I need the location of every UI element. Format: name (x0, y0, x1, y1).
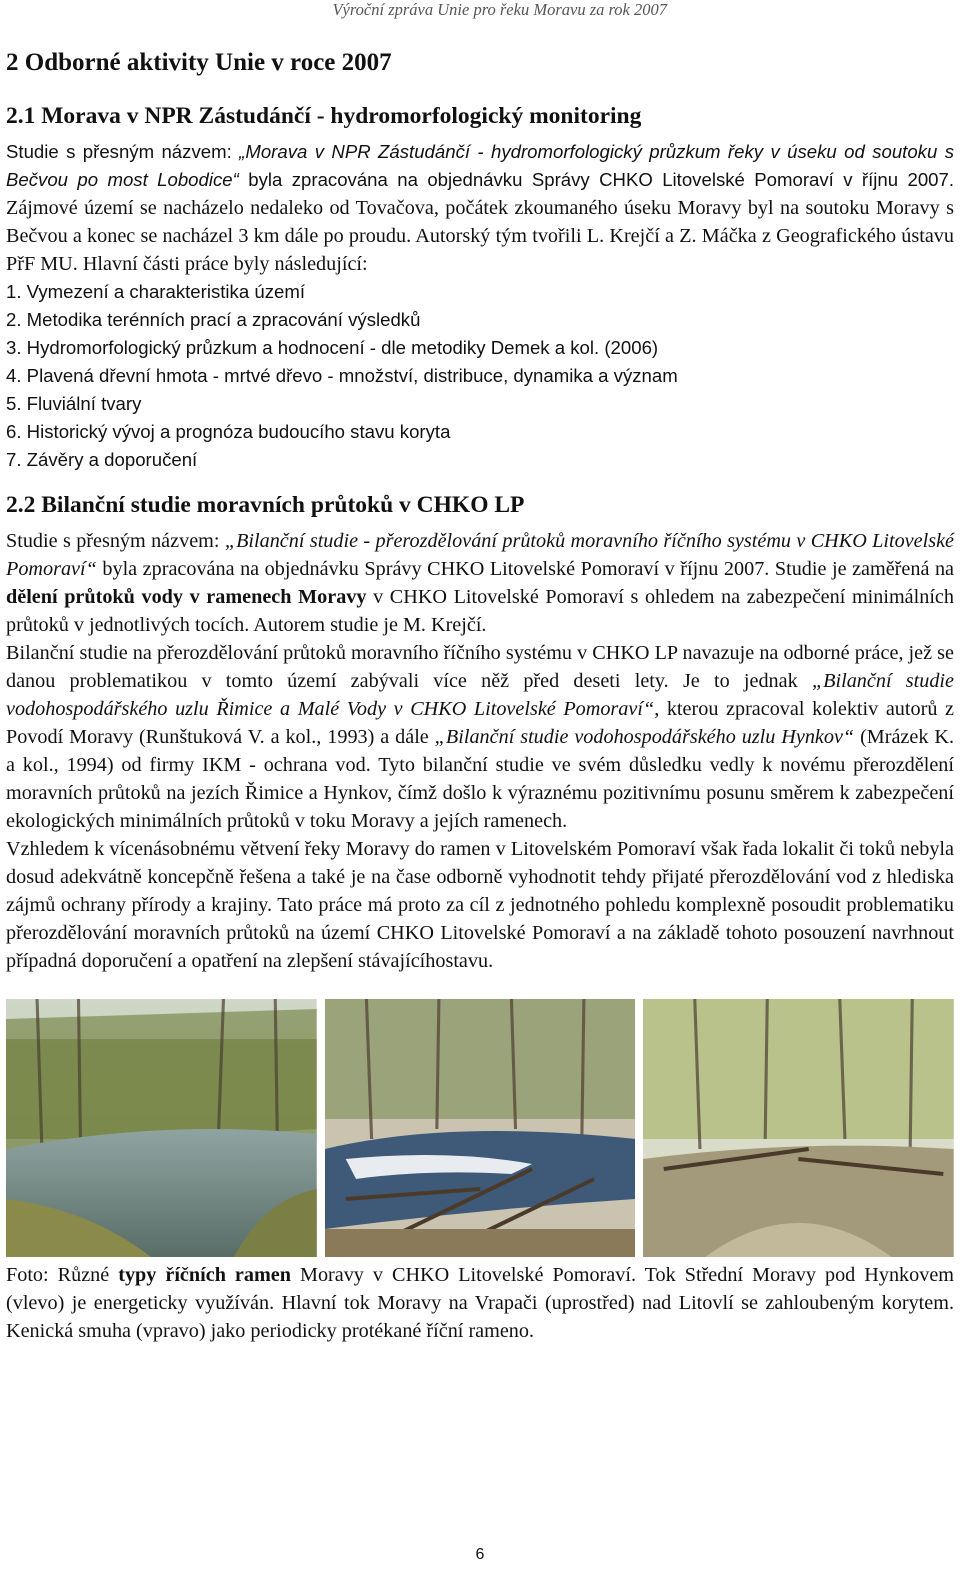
photo-river-left (6, 999, 317, 1257)
section-2-1-paragraph (6, 138, 954, 278)
section-2-2-paragraph-2 (6, 639, 954, 835)
list-item: 3. Hydromorfologický průzkum a hodnocení - dle metodiky Demek a kol. (2006) (6, 337, 659, 358)
photo-river-right (643, 999, 954, 1257)
s1-text-a: Studie s přesným názvem: (6, 141, 240, 162)
s2-p2-e: (Mrázek K. a kol., 1994) od firmy IKM - ochrana vod. Tyto bilanční studie ve svém důsledku vedly k novému přerozdělení moravních průtoků na jezích Řimice a Hynkov, čímž došlo k výraznému pozitivnímu posunu směrem k zabezpečení ekologických minimálních průtoků v toku Moravy a jejích ramenech. (6, 726, 954, 832)
s1-text-d: Zájmové území se nacházelo nedaleko od Tovačova, počátek zkoumaného úseku Moravy byl na soutoku Moravy s Bečvou a konec se nacházel 3 km dále po proudu. Autorský tým tvořili L. Krejčí a Z. Máčka z Geografického ústavu PřF MU. Hlavní části práce byly následující: (6, 197, 954, 275)
s1-study-title: „Morava v NPR Zástudánčí - hydromorfologický průzkum řeky v úseku od soutoku s Bečvou po most Lobodice“ (6, 141, 954, 190)
section-2-1-title: 2.1 Morava v NPR Zástudánčí - hydromorfologický monitoring (6, 103, 642, 129)
s2-p2-study-1: „Bilanční studie vodohospodářského uzlu Řimice a Malé Vody v CHKO Litovelské Pomoraví“ (6, 670, 955, 720)
s2-study-title: „Bilanční studie - přerozdělování průtoků moravního říčního systému v CHKO Litovelské Pomoraví“ (6, 530, 954, 580)
list-item: 4. Plavená dřevní hmota - mrtvé dřevo - množství, distribuce, dynamika a význam (6, 365, 678, 386)
caption-bold: typy říčních ramen (118, 1264, 291, 1286)
photo-caption (6, 1261, 954, 1345)
list-item: 5. Fluviální tvary (6, 393, 142, 414)
s2-p1-c: byla zpracována na objednávku Správy CHKO Litovelské Pomoraví v říjnu 2007. Studie je zaměřená na (96, 558, 954, 580)
list-item: 1. Vymezení a charakteristika území (6, 281, 305, 302)
page-number: 6 (475, 1546, 485, 1563)
chapter-title: 2 Odborné aktivity Unie v roce 2007 (6, 49, 392, 76)
s2-p2-c: , kterou zpracoval kolektiv autorů z Povodí Moravy (Runštuková V. a kol., 1993) a dále (6, 698, 954, 748)
page-content (6, 46, 954, 1345)
photo-river-middle (325, 999, 636, 1257)
caption-c: Moravy v CHKO Litovelské Pomoraví. Tok Střední Moravy pod Hynkovem (vlevo) je energeticky využíván. Hlavní tok Moravy na Vrapači (uprostřed) nad Litovlí se zahloubeným korytem. Kenická smuha (vpravo) jako periodicky protékané říční rameno. (6, 1264, 954, 1342)
section-2-2-title: 2.2 Bilanční studie moravních průtoků v CHKO LP (6, 492, 525, 518)
s2-p1-a: Studie s přesným názvem: (6, 530, 225, 552)
s2-p1-e: v CHKO Litovelské Pomoraví s ohledem na zabezpečení minimálních průtoků v jednotlivých tocích. Autorem studie je M. Krejčí. (6, 586, 954, 636)
s2-p2-study-2: „Bilanční studie vodohospodářského uzlu Hynkov“ (434, 726, 855, 748)
s2-p2-a: Bilanční studie na přerozdělování průtoků moravního říčního systému v CHKO LP navazuje na odborné práce, jež se danou problematikou v tomto území zabývali více něž před deseti lety. Je to jednak (6, 642, 954, 692)
list-item: 6. Historický vývoj a prognóza budoucího stavu koryta (6, 421, 451, 442)
photo-strip (6, 999, 954, 1257)
section-2-2-paragraph-3: Vzhledem k vícenásobnému větvení řeky Moravy do ramen v Litovelském Pomoraví však řada lokalit či toků nebyla dosud adekvátně koncepčně řešena a také je na čase odborně vyhodnotit tehdy přijaté přerozdělování vod z hlediska zájmů ochrany přírody a krajiny. Tato práce má proto za cíl z jednotného pohledu komplexně posoudit problematiku přerozdělování moravních průtoků na území CHKO Litovelské Pomoraví a na základě tohoto posouzení navrhnout případná doporučení a opatření na zlepšení stávajícíhostavu. (6, 838, 954, 972)
section-2-2-paragraph-1 (6, 527, 954, 639)
list-item: 2. Metodika terénních prací a zpracování výsledků (6, 309, 421, 330)
running-header-text: Výroční zpráva Unie pro řeku Moravu za rok 2007 (332, 0, 667, 19)
s2-p1-bold: dělení průtoků vody v ramenech Moravy (6, 586, 367, 608)
work-parts-list (6, 278, 954, 474)
caption-a: Foto: Různé (6, 1264, 119, 1286)
s1-text-c: byla zpracována na objednávku Správy CHKO Litovelské Pomoraví v říjnu 2007. (238, 169, 955, 190)
list-item: 7. Závěry a doporučení (6, 449, 198, 470)
